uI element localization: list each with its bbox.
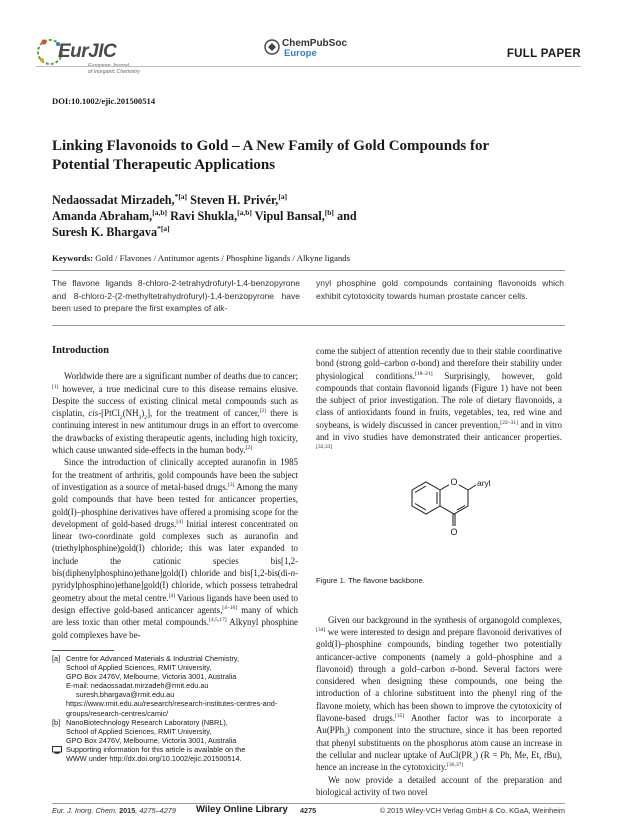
citation: [35] <box>394 713 405 720</box>
page-number: 4275 <box>300 806 317 815</box>
author-affiliation-marker: [b] <box>324 207 334 217</box>
publisher-logo-icon <box>264 39 280 55</box>
copyright: © 2015 Wiley-VCH Verlag GmbH & Co. KGaA, Weinheim <box>379 806 565 815</box>
citation: [32,33] <box>316 444 333 451</box>
abstract-column-left: The flavone ligands 8-chloro-2-tetrahydrofuryl-1,4-benzopyrone and 8-chloro-2-(2-methyltetrahydrofuryl)-1,4-benzopyrone have been used to prepare the first examples of alk- <box>52 278 300 314</box>
author-name: Ravi Shukla, <box>167 209 238 223</box>
keto-oxygen-label: O <box>450 526 458 537</box>
journal-logo-name: EurJIC <box>58 41 117 62</box>
citation: [2] <box>259 408 267 415</box>
figure-1 <box>316 464 562 572</box>
publisher-region: Europe <box>284 48 317 59</box>
paragraph: Given our background in the synthesis of organogold complexes,[34] we were interested to design and prepare flavonoid derivatives of gold(I)–phosphine compounds, binding together two potentially anticancer-active components (namely a gold–phosphine and a flavonoid) through a gold–carbon σ-bond. Several factors were considered when designing these compounds, one being the introduction of a chlorine substituent into the phenyl ring of the flavone moiety, which has been shown to improve the cytotoxicity of flavone-based drugs.[35] Another factor was to incorporate a Au(PPh$_3$) component into the structure, since it has been reported that phenyl substituents on the phosphorus atom cause an increase in the cellular and nuclear uptake of $AuCl(PR_3) (R = Ph$, Me, Et, tBu), hence an increase in the cytotoxicity.[36,37] <box>316 614 562 773</box>
citation: [4] <box>168 592 176 599</box>
footnote-divider <box>52 650 114 651</box>
website-link[interactable]: https://www.rmit.edu.au/research/research-institutes-centres-and-groups/research-centres/camic/ <box>66 699 278 718</box>
keywords-label: Keywords: <box>52 253 94 263</box>
benzene-ring <box>412 482 440 514</box>
author-affiliation-marker: [a,b] <box>237 207 252 217</box>
email-link[interactable]: E-mail: nedaossadat.mirzadeh@rmit.edu.au <box>66 681 209 691</box>
figure-caption: Figure 1. The flavone backbone. <box>316 575 425 585</box>
citation: [34] <box>316 627 326 633</box>
publisher-name: ChemPubSoc <box>282 38 348 49</box>
citation: [4–16] <box>222 604 238 611</box>
footer-divider <box>52 803 565 804</box>
section-heading: Introduction <box>52 345 109 356</box>
citation: [2] <box>245 445 252 452</box>
journal-logo <box>36 34 146 84</box>
paragraph: We now provide a detailed account of the preparation and biological activity of two novel <box>316 774 562 797</box>
journal-citation: Eur. J. Inorg. Chem. 2015, 4275–4279 <box>52 806 176 815</box>
keywords <box>52 253 572 263</box>
affiliation-a: [a] Centre for Advanced Materials & Industrial Chemistry, School of Applied Sciences, RMIT University, GPO Box 2476V, Melbourne, Victoria 3001, Australia E-mail: nedaossadat.mirzadeh@rmit.edu.au suresh.bhargava@rmit.edu.au https://www.rmit.edu.au/research/research-institutes-centres-and-groups/research-centres/camic/ <box>52 654 298 718</box>
author-affiliation-marker: *[a] <box>157 223 170 233</box>
doi: DOI:10.1002/ejic.201500514 <box>52 96 156 106</box>
journal-logo-subtitle: European Journal of Inorganic Chemistry <box>88 63 140 75</box>
supporting-info-link[interactable]: WWW under http://dx.doi.org/10.1002/ejic.201500514. <box>66 754 242 764</box>
affiliation-tag: [a] <box>52 654 61 663</box>
citation: [36,37] <box>447 762 464 769</box>
paragraph: Worldwide there are a significant number of deaths due to cancer;[1] however, a true medicinal cure to this disease remains elusive. Despite the success of existing clinical metal compounds such as cisplatin, cis-$[PtCl_2(NH_3)_2]$, for the treatment of cancer,[2] there is continuing interest in new antitumour drugs in an effort to overcome the drawbacks of existing therapeutic agents, including high toxicity, which cause unwanted side-effects in the human body.[2] <box>52 371 298 456</box>
keywords-divider <box>52 270 565 271</box>
author-conjunction: and <box>333 209 357 223</box>
paragraph: Since the introduction of clinically accepted auranofin in 1985 for the treatment of arthritis, gold compounds have been the subject of investigation as a source of metal-based drugs.[3] Among the many gold compounds that have been tested for anticancer properties, gold(I)–phosphine derivatives have offered a promising scope for the development of gold-based drugs.[4] Initial interest concentrated on linear two-coordinate gold complexes such as auranofin and (triethylphosphine)gold(I) chloride; this was later expanded to include the cationic species bis[1,2-bis(diphenylphosphino)ethane]gold(I) chloride and bis[1,2-bis(di-n-pyridylphosphino)ethane]gold(I) chloride, which possess tetrahedral geometry about the metal centre.[4] Various ligands have been used to design effective gold-based anticancer agents,[4–16] many of which are less toxic than other metal compounds.[4,5,17] Alkynyl phosphine gold complexes have be- <box>52 457 298 640</box>
keywords-list: Gold / Flavones / Antitumor agents / Phosphine ligands / Alkyne ligands <box>93 253 351 263</box>
abstract-divider <box>52 325 565 326</box>
author-list <box>52 192 562 240</box>
citation: [4] <box>176 518 183 525</box>
computer-icon <box>52 746 62 754</box>
body-column-left <box>52 345 298 641</box>
wiley-online-library: Wiley Online Library <box>196 804 288 815</box>
author-affiliation-marker: [a,b] <box>152 207 168 217</box>
citation: [3] <box>227 482 235 488</box>
citation: [1] <box>52 383 59 390</box>
affiliation-b: [b] NanoBiotechnology Research Laboratory (NBRL), School of Applied Sciences, RMIT University, GPO Box 2476V, Melbourne, Victoria 3001, Australia <box>52 717 237 745</box>
citation: [22–31] <box>500 419 518 426</box>
author-affiliation-marker: *[a] <box>174 191 188 201</box>
publisher-logo <box>262 36 372 62</box>
ring-oxygen-label: O <box>450 476 458 487</box>
aryl-label: aryl <box>477 477 491 488</box>
email-link[interactable]: suresh.bhargava@rmit.edu.au <box>76 690 175 700</box>
author-name: Steven H. Privér, <box>187 193 279 207</box>
article-type-label: FULL PAPER <box>506 48 581 60</box>
footnotes <box>52 654 298 763</box>
author-affiliation-marker: [a] <box>278 191 288 201</box>
header-divider <box>36 66 581 67</box>
paragraph: come the subject of attention recently due to their stable coordinative bond (strong gold–carbon σ-bond) and therefore their stability under physiological conditions.[18–21] Surprisingly, however, gold compounds that contain flavonoid ligands (Figure 1) have not been the subject of prior investigation. The role of dietary flavonoids, a class of antioxidants found in fruits, vegetables, tea, red wine and soybeans, is widely discussed in cancer prevention,[22–31] and in vitro and in vivo studies have demonstrated their anticancer properties.[32,33] <box>316 346 562 451</box>
abstract-column-right: ynyl phosphine gold compounds containing flavonoids which exhibit cytotoxicity towards human prostate cancer cells. <box>316 278 564 301</box>
author-name: Nedaossadat Mirzadeh, <box>52 193 175 207</box>
citation: [4,5,17] <box>208 617 227 624</box>
author-name: Suresh K. Bhargava <box>52 225 158 239</box>
citation: [18–21] <box>414 370 433 377</box>
flavone-structure <box>402 468 492 550</box>
author-name: Vipul Bansal, <box>251 209 325 223</box>
supporting-information: Supporting information for this article is available on the WWW under http://dx.doi.org/10.1002/ejic.201500514. <box>52 745 298 763</box>
affiliation-tag: [b] <box>52 717 61 727</box>
author-name: Amanda Abraham, <box>52 209 153 223</box>
body-column-right <box>316 345 562 798</box>
article-title: Linking Flavonoids to Gold – A New Family of Gold Compounds for Potential Therapeutic Applications <box>52 138 489 173</box>
